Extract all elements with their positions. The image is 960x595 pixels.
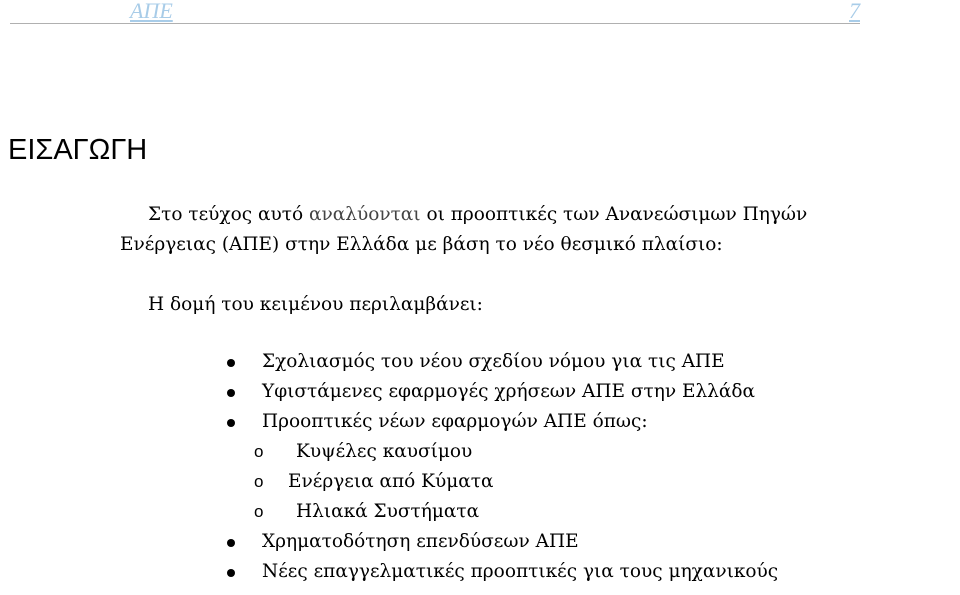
page-header	[10, 0, 860, 24]
bullet-icon	[227, 539, 235, 547]
list-item-text: Χρηματοδότηση επενδύσεων ΑΠΕ	[262, 531, 579, 552]
intro-text-2: αναλύονται	[308, 204, 421, 225]
circle-bullet-icon: o	[254, 472, 264, 491]
bullet-icon	[227, 389, 235, 397]
circle-bullet-icon: o	[254, 442, 264, 461]
list-item-text: Υφιστάμενες εφαρμογές χρήσεων ΑΠΕ στην Ελλάδα	[262, 381, 756, 402]
list-item-text: Σχολιασμός του νέου σχεδίου νόμου για τις ΑΠΕ	[262, 351, 725, 372]
header-title: ΑΠΕ	[130, 0, 173, 23]
section-title: ΕΙΣΑΓΩΓΗ	[8, 134, 148, 166]
sub-list-item-text: Κυψέλες καυσίμου	[296, 441, 473, 462]
sub-list-item-text: Ηλιακά Συστήματα	[296, 501, 480, 522]
structure-label: Η δομή του κειμένου περιλαμβάνει:	[148, 294, 483, 315]
intro-paragraph	[120, 200, 860, 260]
list-item-text: Νέες επαγγελματικές προοπτικές για τους μηχανικούς	[262, 561, 779, 582]
circle-bullet-icon: o	[254, 502, 264, 521]
bullet-icon	[227, 359, 235, 367]
intro-text-1: Στο τεύχος αυτό	[148, 204, 309, 225]
page-number: 7	[849, 0, 860, 23]
intro-text-3: οι προοπτικές των Ανανεώσιμων Πηγών Ενέργειας (ΑΠΕ) στην Ελλάδα με βάση το νέο θεσμικό πλαίσιο:	[120, 204, 808, 255]
list-item-text: Προοπτικές νέων εφαρμογών ΑΠΕ όπως:	[262, 411, 648, 432]
bullet-icon	[227, 569, 235, 577]
bullet-icon	[227, 419, 235, 427]
sub-list-item-text: Ενέργεια από Κύματα	[288, 471, 494, 492]
